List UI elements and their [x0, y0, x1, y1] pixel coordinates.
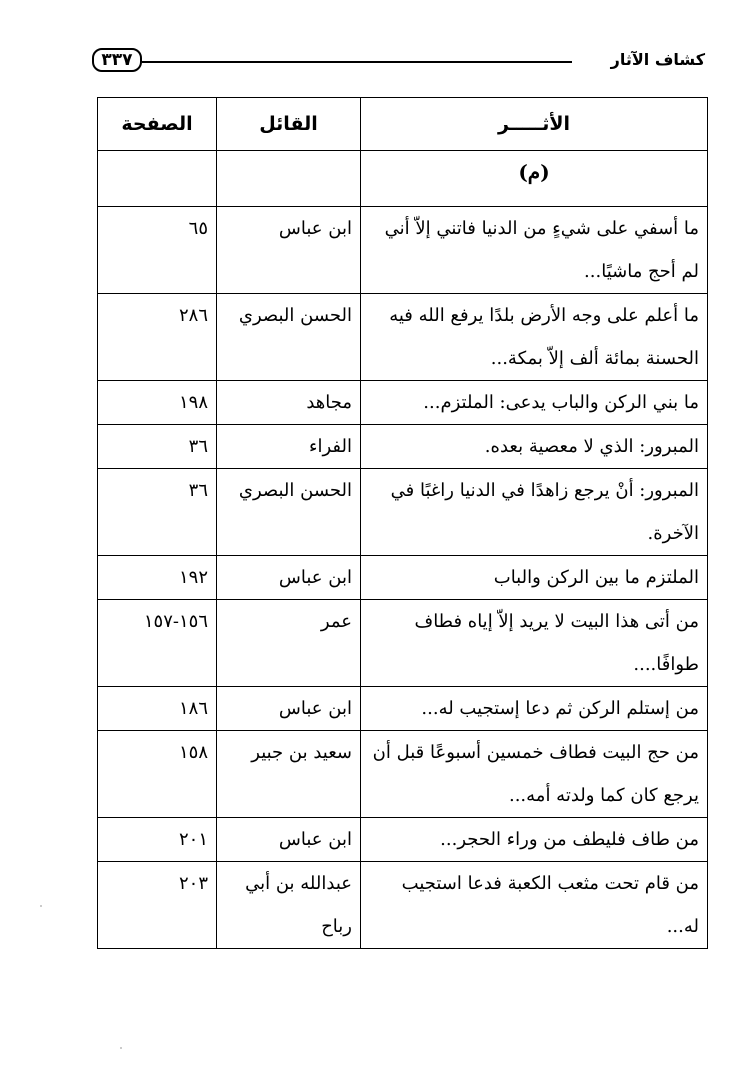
section-letter-cell — [361, 151, 708, 207]
qaail-name: عمر — [217, 600, 361, 687]
table-row — [98, 862, 708, 949]
athar-text: من أتى هذا البيت لا يريد إلاّ إياه فطاف طوافًا.... — [361, 600, 708, 687]
table-row — [98, 600, 708, 687]
athar-text: الملتزم ما بين الركن والباب — [361, 556, 708, 600]
page-ref: ٢٨٦ — [98, 294, 217, 381]
table-row — [98, 731, 708, 818]
qaail-name: سعيد بن جبير — [217, 731, 361, 818]
qaail-name: الفراء — [217, 425, 361, 469]
page-ref: ٣٦ — [98, 469, 217, 556]
column-header-athar: الأثـــــر — [361, 98, 708, 151]
column-header-qaail: القائل — [217, 98, 361, 151]
qaail-name: ابن عباس — [217, 818, 361, 862]
athar-text: المبرور: الذي لا معصية بعده. — [361, 425, 708, 469]
book-title: كشاف الآثار — [610, 50, 705, 69]
table-row — [98, 556, 708, 600]
table-row — [98, 207, 708, 294]
qaail-name: الحسن البصري — [217, 294, 361, 381]
page-number: ٣٣٧ — [92, 48, 142, 72]
qaail-name: ابن عباس — [217, 687, 361, 731]
page-ref: ٦٥ — [98, 207, 217, 294]
scan-speck — [40, 905, 42, 907]
athar-text: ما أعلم على وجه الأرض بلدًا يرفع الله فيه الحسنة بمائة ألف إلاّ بمكة... — [361, 294, 708, 381]
column-header-page: الصفحة — [98, 98, 217, 151]
page-ref: ٢٠٣ — [98, 862, 217, 949]
page-ref: ٢٠١ — [98, 818, 217, 862]
page-ref: ١٨٦ — [98, 687, 217, 731]
table-row — [98, 425, 708, 469]
athar-text: من إستلم الركن ثم دعا إستجيب له... — [361, 687, 708, 731]
empty-cell — [217, 151, 361, 207]
table-row — [98, 469, 708, 556]
table-row — [98, 818, 708, 862]
page-ref: ١٩٨ — [98, 381, 217, 425]
qaail-name: الحسن البصري — [217, 469, 361, 556]
page-ref: ١٥٨ — [98, 731, 217, 818]
section-letter: (م) — [518, 160, 550, 184]
page-ref: ١٩٢ — [98, 556, 217, 600]
athar-text: المبرور: أنْ يرجع زاهدًا في الدنيا راغبًا في الآخرة. — [361, 469, 708, 556]
athar-index-table — [97, 97, 708, 949]
athar-text: من طاف فليطف من وراء الحجر... — [361, 818, 708, 862]
table-header-row — [98, 98, 708, 151]
page-ref: ١٥٦-١٥٧ — [98, 600, 217, 687]
qaail-name: عبدالله بن أبي رباح — [217, 862, 361, 949]
qaail-name: ابن عباس — [217, 556, 361, 600]
qaail-name: ابن عباس — [217, 207, 361, 294]
empty-cell — [98, 151, 217, 207]
qaail-name: مجاهد — [217, 381, 361, 425]
athar-text: من حج البيت فطاف خمسين أسبوعًا قبل أن يرجع كان كما ولدته أمه... — [361, 731, 708, 818]
athar-text: ما أسفي على شيءٍ من الدنيا فاتني إلاّ أني لم أحج ماشيًا... — [361, 207, 708, 294]
header-rule — [142, 61, 572, 63]
table-row — [98, 294, 708, 381]
athar-text: ما بني الركن والباب يدعى: الملتزم... — [361, 381, 708, 425]
page-ref: ٣٦ — [98, 425, 217, 469]
page-header — [92, 44, 705, 80]
table-row — [98, 381, 708, 425]
scan-speck — [120, 1047, 122, 1049]
athar-text: من قام تحت مثعب الكعبة فدعا استجيب له... — [361, 862, 708, 949]
section-letter-row — [98, 151, 708, 207]
table-row — [98, 687, 708, 731]
